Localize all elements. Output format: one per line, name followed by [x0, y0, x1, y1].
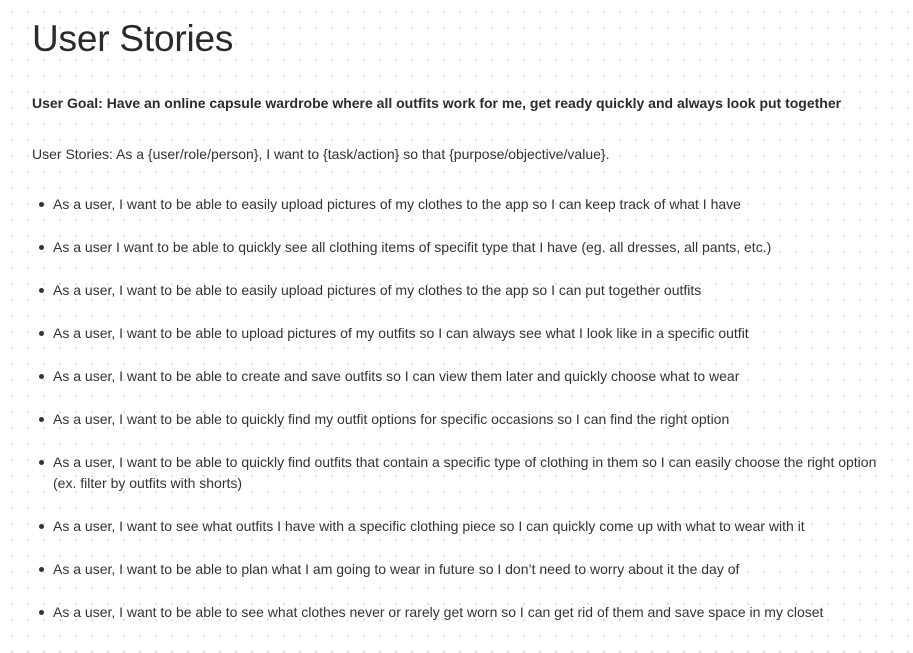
bullet-icon [39, 202, 44, 207]
bullet-icon [39, 288, 44, 293]
bullet-icon [39, 610, 44, 615]
list-item [32, 237, 902, 258]
bullet-icon [39, 374, 44, 379]
user-stories-list [32, 194, 902, 623]
bullet-icon [39, 567, 44, 572]
user-story-template: User Stories: As a {user/role/person}, I want to {task/action} so that {purpose/objective/value}. [32, 146, 610, 162]
bullet-icon [39, 417, 44, 422]
list-item [32, 366, 902, 387]
story-text: As a user, I want to be able to quickly find my outfit options for specific occasions so I can find the right option [53, 411, 730, 427]
list-item [32, 323, 902, 344]
story-text: As a user, I want to be able to upload pictures of my outfits so I can always see what I look like in a specific outfit [53, 325, 749, 341]
bullet-icon [39, 460, 44, 465]
story-text: As a user, I want to be able to plan what I am going to wear in future so I don’t need to worry about it the day of [53, 561, 740, 577]
bullet-icon [39, 331, 44, 336]
list-item [32, 409, 902, 430]
document [32, 14, 902, 645]
list-item [32, 602, 902, 623]
list-item [32, 194, 902, 215]
list-item [32, 452, 902, 494]
story-text: As a user, I want to be able to see what clothes never or rarely get worn so I can get rid of them and save space in my closet [53, 604, 824, 620]
list-item [32, 559, 902, 580]
story-text: As a user, I want to be able to easily upload pictures of my clothes to the app so I can put together outfits [53, 282, 702, 298]
bullet-icon [39, 245, 44, 250]
story-text: As a user, I want to be able to create and save outfits so I can view them later and quickly choose what to wear [53, 368, 740, 384]
story-text: As a user, I want to see what outfits I have with a specific clothing piece so I can quickly come up with what to wear with it [53, 518, 805, 534]
story-text: As a user, I want to be able to easily upload pictures of my clothes to the app so I can keep track of what I have [53, 196, 741, 212]
story-text: As a user, I want to be able to quickly find outfits that contain a specific type of clothing in them so I can easily choose the right option (ex. filter by outfits with shorts) [53, 454, 877, 491]
list-item [32, 516, 902, 537]
list-item [32, 280, 902, 301]
story-text: As a user I want to be able to quickly see all clothing items of specifit type that I have (eg. all dresses, all pants, etc.) [53, 239, 772, 255]
user-goal: User Goal: Have an online capsule wardrobe where all outfits work for me, get ready quickly and always look put together [32, 95, 842, 111]
page-title: User Stories [32, 18, 234, 59]
bullet-icon [39, 524, 44, 529]
